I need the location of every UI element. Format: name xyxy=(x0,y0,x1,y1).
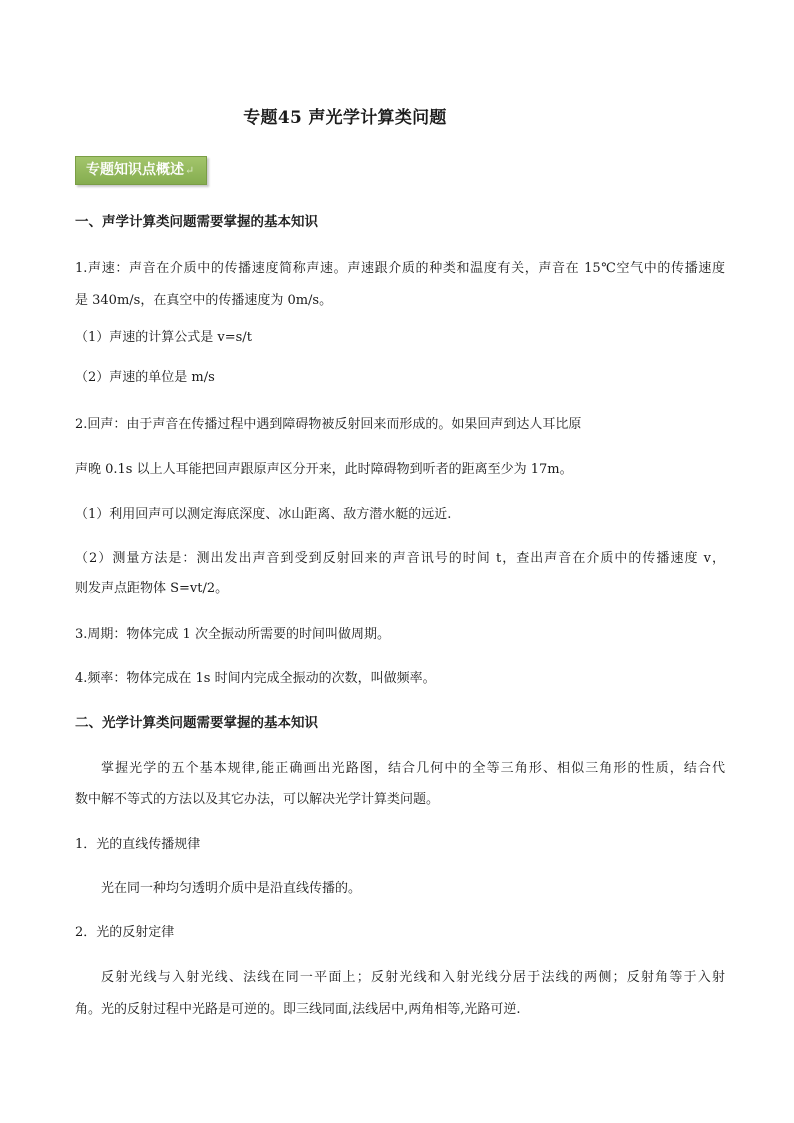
sound-speed-unit: （2）声速的单位是 m/s xyxy=(75,370,215,385)
document-title: 专题45 声光学计算类问题 xyxy=(243,108,447,128)
optics-intro-line2: 数中解不等式的方法以及其它办法，可以解决光学计算类问题。 xyxy=(75,792,440,807)
echo-method-line2: 则发声点距物体 S=vt/2。 xyxy=(75,581,229,596)
section1-heading: 一、声学计算类问题需要掌握的基本知识 xyxy=(75,214,318,230)
period-definition: 3.周期：物体完成 1 次全振动所需要的时间叫做周期。 xyxy=(75,627,390,642)
paragraph-mark-icon: ↵ xyxy=(185,164,195,177)
echo-line1: 2.回声：由于声音在传播过程中遇到障碍物被反射回来而形成的。如果回声到达人耳比原 xyxy=(75,417,582,432)
law1-heading: 1．光的直线传播规律 xyxy=(75,837,201,852)
topic-overview-badge xyxy=(75,156,207,185)
law2-line1: 反射光线与入射光线、法线在同一平面上；反射光线和入射光线分居于法线的两侧；反射角等于入射 xyxy=(101,970,725,985)
law2-heading: 2．光的反射定律 xyxy=(75,925,175,940)
law2-line2: 角。光的反射过程中光路是可逆的。即三线同面,法线居中,两角相等,光路可逆. xyxy=(75,1002,521,1017)
optics-intro-line1: 掌握光学的五个基本规律,能正确画出光路图，结合几何中的全等三角形、相似三角形的性质，结合代 xyxy=(101,761,725,776)
echo-line2: 声晚 0.1s 以上人耳能把回声跟原声区分开来，此时障碍物到听者的距离至少为 17m。 xyxy=(75,462,573,477)
echo-method-line1: （2）测量方法是：测出发出声音到受到反射回来的声音讯号的时间 t，查出声音在介质中的传播速度 v， xyxy=(75,551,725,566)
frequency-definition: 4.频率：物体完成在 1s 时间内完成全振动的次数，叫做频率。 xyxy=(75,671,436,686)
sound-speed-line2: 是 340m/s，在真空中的传播速度为 0m/s。 xyxy=(75,293,333,308)
echo-uses: （1）利用回声可以测定海底深度、冰山距离、敌方潜水艇的远近. xyxy=(75,507,452,522)
badge-label: 专题知识点概述 xyxy=(86,162,184,178)
section2-heading: 二、光学计算类问题需要掌握的基本知识 xyxy=(75,715,318,731)
sound-speed-formula: （1）声速的计算公式是 v=s/t xyxy=(75,330,252,345)
sound-speed-line1: 1.声速：声音在介质中的传播速度简称声速。声速跟介质的种类和温度有关，声音在 15℃空气中的传播速度 xyxy=(75,261,725,276)
law1-text: 光在同一种均匀透明介质中是沿直线传播的。 xyxy=(101,881,362,896)
